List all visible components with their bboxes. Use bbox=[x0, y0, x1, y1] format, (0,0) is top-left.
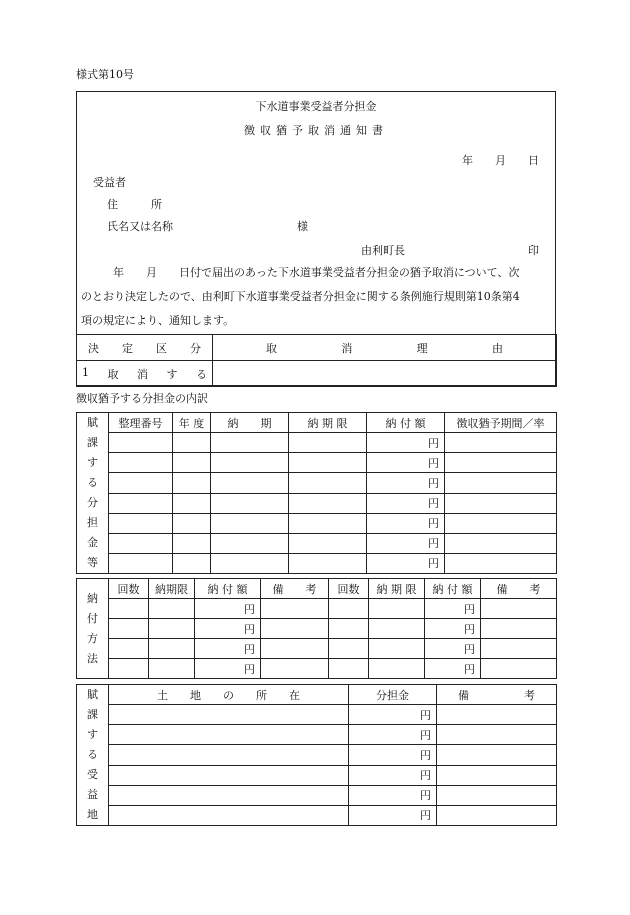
table-row bbox=[77, 705, 557, 725]
table-row bbox=[77, 619, 557, 639]
payment-header: 納 期 限 bbox=[369, 579, 425, 599]
table-cell bbox=[109, 639, 149, 659]
amount-cell: 円 bbox=[195, 639, 261, 659]
section2-side-char: 付 bbox=[87, 611, 98, 625]
table-cell bbox=[109, 705, 349, 725]
address-label: 住 所 bbox=[107, 198, 162, 211]
section2-side-char: 納 bbox=[87, 591, 98, 605]
section3-side-char: 益 bbox=[87, 788, 98, 801]
name-label: 氏名又は名称 bbox=[107, 220, 173, 233]
section1-side-char: 賦 bbox=[87, 416, 98, 429]
land-header: 土 地 の 所 在 bbox=[109, 685, 349, 705]
section3-side-char: 地 bbox=[87, 808, 98, 821]
table-cell bbox=[109, 599, 149, 619]
payment-header: 備 考 bbox=[261, 579, 329, 599]
seal-mark: 印 bbox=[528, 244, 539, 257]
table-cell bbox=[369, 639, 425, 659]
section3-side-char: 受 bbox=[87, 768, 98, 781]
table-cell bbox=[109, 765, 349, 785]
table-cell bbox=[437, 765, 557, 785]
table-cell bbox=[261, 639, 329, 659]
table-cell bbox=[369, 619, 425, 639]
honorific: 様 bbox=[297, 220, 308, 233]
payment-header: 備 考 bbox=[481, 579, 557, 599]
table-cell bbox=[289, 433, 367, 453]
recipient-label: 受益者 bbox=[93, 176, 126, 189]
amount-cell: 円 bbox=[349, 805, 437, 825]
section3-side-label bbox=[77, 685, 109, 826]
payment-header: 回数 bbox=[109, 579, 149, 599]
table-cell bbox=[109, 725, 349, 745]
table-row bbox=[77, 805, 557, 825]
payment-header: 回数 bbox=[329, 579, 369, 599]
cancel-reason-value bbox=[213, 361, 557, 387]
assessment-header: 年 度 bbox=[173, 413, 211, 433]
table-cell bbox=[173, 553, 211, 573]
table-cell bbox=[109, 533, 173, 553]
table-cell bbox=[437, 745, 557, 765]
payment-header: 納 付 額 bbox=[425, 579, 481, 599]
breakdown-title: 徴収猶予する分担金の内訳 bbox=[76, 392, 208, 405]
amount-cell: 円 bbox=[349, 725, 437, 745]
table-cell bbox=[289, 533, 367, 553]
assessment-table bbox=[76, 412, 557, 574]
table-cell bbox=[445, 513, 557, 533]
amount-cell: 円 bbox=[367, 473, 445, 493]
section1-side-char: る bbox=[87, 476, 98, 489]
issuer: 由利町長 bbox=[361, 244, 405, 257]
table-cell bbox=[109, 433, 173, 453]
table-cell bbox=[149, 619, 195, 639]
table-cell bbox=[369, 599, 425, 619]
section2-side-char: 方 bbox=[87, 631, 98, 645]
table-cell bbox=[109, 659, 149, 679]
amount-cell: 円 bbox=[195, 599, 261, 619]
table-cell bbox=[289, 453, 367, 473]
table-cell bbox=[329, 619, 369, 639]
table-cell bbox=[109, 553, 173, 573]
body-line-2: のとおり決定したので、由利町下水道事業受益者分担金に関する条例施行規則第10条第4 bbox=[81, 290, 520, 303]
table-cell bbox=[445, 493, 557, 513]
table-cell bbox=[211, 553, 289, 573]
land-header: 分担金 bbox=[349, 685, 437, 705]
table-cell bbox=[445, 433, 557, 453]
table-cell bbox=[109, 785, 349, 805]
payment-method-table bbox=[76, 578, 557, 679]
table-cell bbox=[149, 659, 195, 679]
table-cell bbox=[445, 533, 557, 553]
title-line-1: 下水道事業受益者分担金 bbox=[255, 100, 377, 113]
section2-side-label bbox=[77, 579, 109, 679]
section2-side-char: 法 bbox=[87, 651, 98, 665]
table-cell bbox=[211, 513, 289, 533]
table-cell bbox=[481, 659, 557, 679]
date-line: 年 月 日 bbox=[462, 154, 539, 167]
table-cell bbox=[109, 745, 349, 765]
amount-cell: 円 bbox=[349, 705, 437, 725]
table-row bbox=[77, 513, 557, 533]
beneficiary-land-table bbox=[76, 684, 557, 826]
amount-cell: 円 bbox=[425, 659, 481, 679]
table-cell bbox=[369, 659, 425, 679]
table-cell bbox=[109, 805, 349, 825]
table-cell bbox=[173, 433, 211, 453]
section1-side-char: 課 bbox=[87, 436, 98, 449]
payment-header: 納期限 bbox=[149, 579, 195, 599]
table-row bbox=[77, 785, 557, 805]
table-cell bbox=[437, 725, 557, 745]
notice-box bbox=[76, 91, 556, 386]
table-row bbox=[77, 533, 557, 553]
table-row bbox=[77, 493, 557, 513]
table-cell bbox=[173, 493, 211, 513]
table-cell bbox=[211, 453, 289, 473]
decision-table bbox=[76, 334, 557, 387]
table-cell bbox=[211, 473, 289, 493]
table-row bbox=[77, 453, 557, 473]
table-cell bbox=[481, 619, 557, 639]
table-cell bbox=[211, 533, 289, 553]
section3-side-char: る bbox=[87, 748, 98, 761]
table-row bbox=[77, 639, 557, 659]
table-cell bbox=[437, 785, 557, 805]
section3-side-char: 賦 bbox=[87, 688, 98, 701]
section3-side-char: 課 bbox=[87, 708, 98, 721]
amount-cell: 円 bbox=[367, 433, 445, 453]
table-row bbox=[77, 745, 557, 765]
table-cell bbox=[261, 599, 329, 619]
amount-cell: 円 bbox=[425, 619, 481, 639]
cancel-reason-header: 取 消 理 由 bbox=[213, 335, 557, 361]
section3-side-char: す bbox=[87, 728, 98, 741]
amount-cell: 円 bbox=[425, 599, 481, 619]
table-cell bbox=[173, 473, 211, 493]
table-cell bbox=[437, 705, 557, 725]
table-cell bbox=[109, 493, 173, 513]
table-row bbox=[77, 433, 557, 453]
decision-category-value: 1 取 消 す る bbox=[77, 361, 213, 387]
amount-cell: 円 bbox=[349, 745, 437, 765]
table-cell bbox=[149, 639, 195, 659]
assessment-header: 納 期 bbox=[211, 413, 289, 433]
body-line-3: 項の規定により、通知します。 bbox=[81, 314, 235, 327]
table-row bbox=[77, 765, 557, 785]
table-cell bbox=[329, 639, 369, 659]
body-line-1: 年 月 日付で届出のあった下水道事業受益者分担金の猶予取消について、次 bbox=[113, 266, 520, 279]
amount-cell: 円 bbox=[367, 493, 445, 513]
section1-side-char: 分 bbox=[87, 496, 98, 509]
amount-cell: 円 bbox=[367, 453, 445, 473]
amount-cell: 円 bbox=[367, 533, 445, 553]
section1-side-char: す bbox=[87, 456, 98, 469]
table-cell bbox=[481, 599, 557, 619]
table-row bbox=[77, 659, 557, 679]
form-number: 様式第10号 bbox=[76, 68, 134, 81]
amount-cell: 円 bbox=[349, 785, 437, 805]
table-cell bbox=[149, 599, 195, 619]
table-cell bbox=[109, 453, 173, 473]
table-cell bbox=[329, 599, 369, 619]
table-cell bbox=[289, 553, 367, 573]
table-cell bbox=[173, 533, 211, 553]
table-cell bbox=[437, 805, 557, 825]
table-cell bbox=[109, 513, 173, 533]
assessment-header: 納 付 額 bbox=[367, 413, 445, 433]
section1-side-char: 金 bbox=[87, 536, 98, 549]
table-cell bbox=[329, 659, 369, 679]
table-cell bbox=[211, 433, 289, 453]
decision-category-header: 決 定 区 分 bbox=[77, 335, 213, 361]
table-cell bbox=[173, 453, 211, 473]
amount-cell: 円 bbox=[367, 513, 445, 533]
assessment-header: 納 期 限 bbox=[289, 413, 367, 433]
amount-cell: 円 bbox=[349, 765, 437, 785]
table-cell bbox=[481, 639, 557, 659]
amount-cell: 円 bbox=[367, 553, 445, 573]
land-header: 備 考 bbox=[437, 685, 557, 705]
table-cell bbox=[445, 553, 557, 573]
section1-side-char: 担 bbox=[87, 516, 98, 529]
assessment-header: 徴収猶予期間／率 bbox=[445, 413, 557, 433]
table-cell bbox=[173, 513, 211, 533]
table-cell bbox=[109, 473, 173, 493]
table-row bbox=[77, 473, 557, 493]
table-cell bbox=[289, 493, 367, 513]
payment-header: 納 付 額 bbox=[195, 579, 261, 599]
table-cell bbox=[289, 473, 367, 493]
amount-cell: 円 bbox=[425, 639, 481, 659]
section1-side-label bbox=[77, 413, 109, 574]
table-row bbox=[77, 553, 557, 573]
table-cell bbox=[445, 473, 557, 493]
section1-side-char: 等 bbox=[87, 556, 98, 569]
table-cell bbox=[289, 513, 367, 533]
table-row bbox=[77, 599, 557, 619]
amount-cell: 円 bbox=[195, 619, 261, 639]
assessment-header: 整理番号 bbox=[109, 413, 173, 433]
amount-cell: 円 bbox=[195, 659, 261, 679]
table-cell bbox=[261, 619, 329, 639]
title-line-2: 徴収猶予取消通知書 bbox=[244, 124, 388, 137]
table-cell bbox=[445, 453, 557, 473]
table-row bbox=[77, 725, 557, 745]
table-cell bbox=[109, 619, 149, 639]
table-cell bbox=[261, 659, 329, 679]
table-cell bbox=[211, 493, 289, 513]
